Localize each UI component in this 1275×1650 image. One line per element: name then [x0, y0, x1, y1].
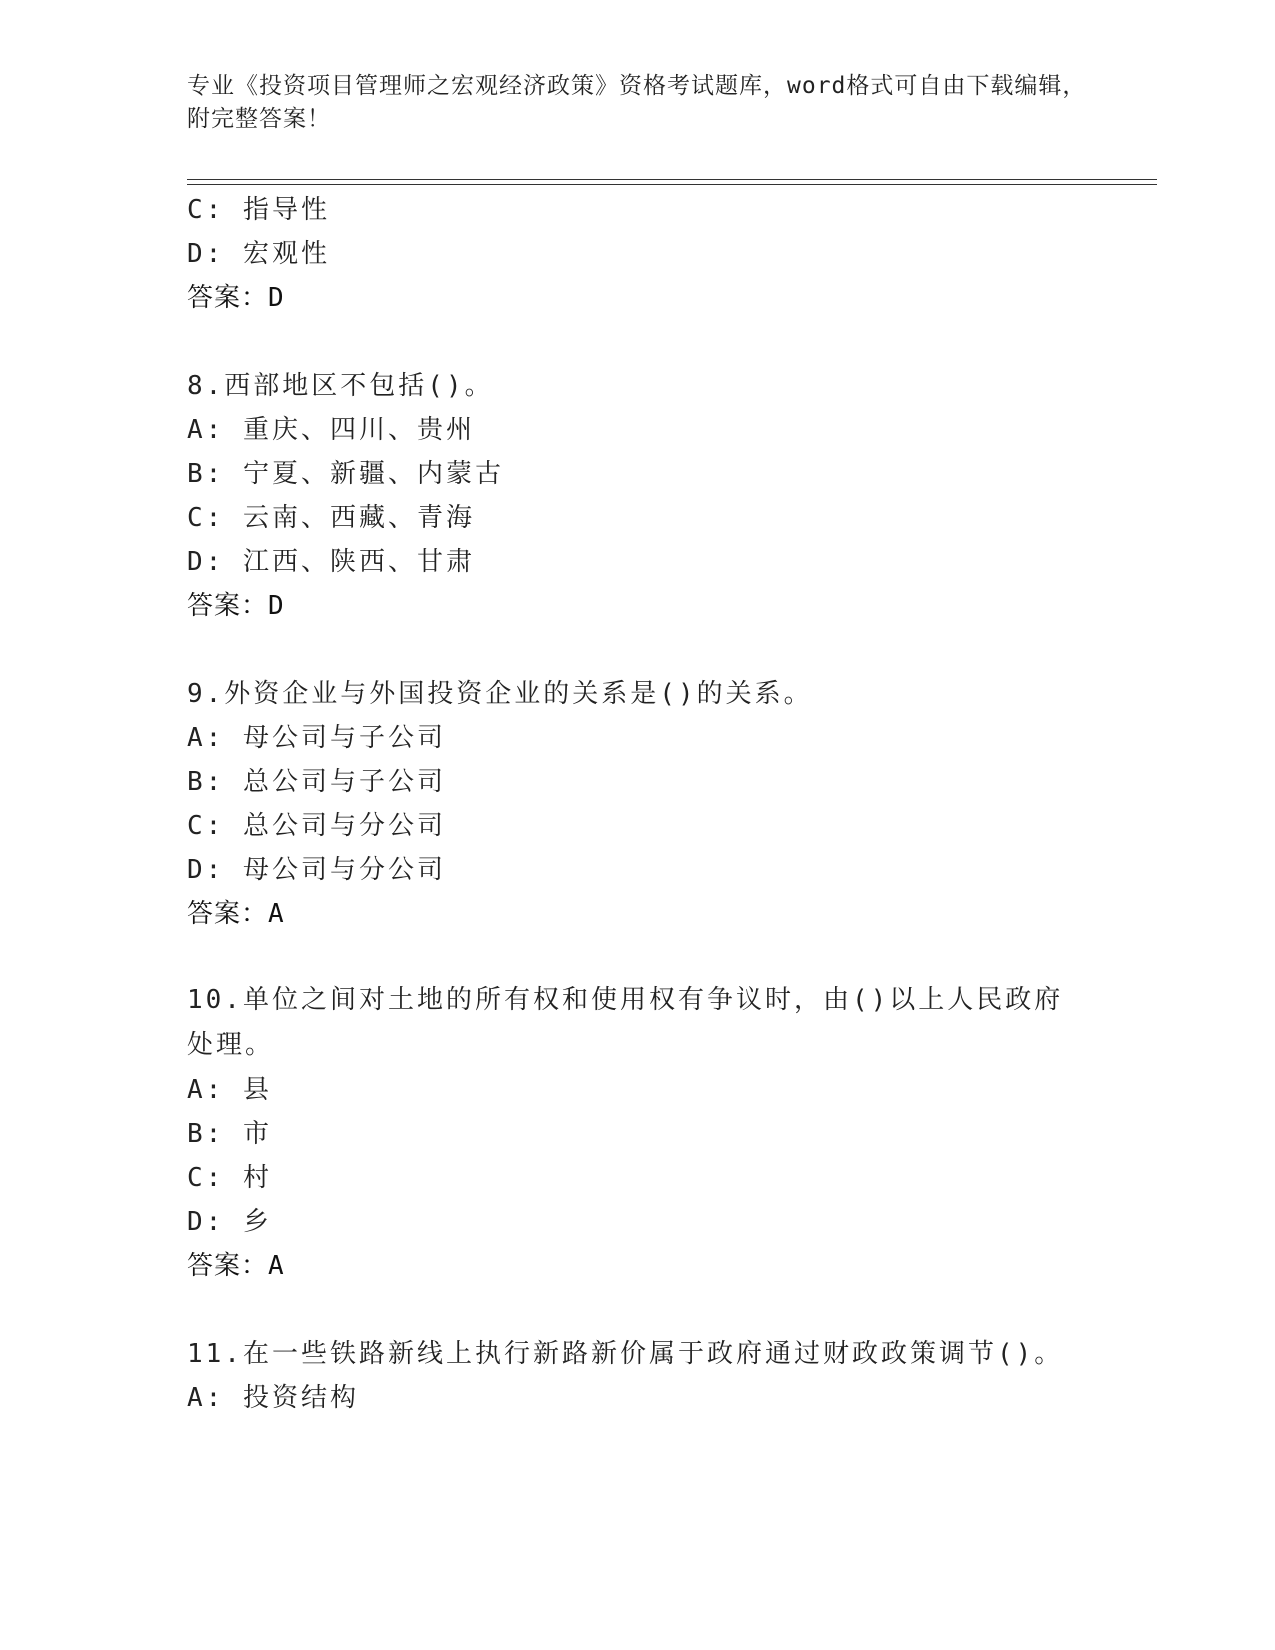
option-text: 市	[242, 1119, 272, 1149]
q8-question: 8.西部地区不包括()。	[187, 371, 494, 401]
q8-option-c	[187, 502, 475, 534]
q7-option-c	[187, 194, 330, 226]
option-label: C:	[187, 1163, 225, 1193]
q9-option-d	[187, 854, 446, 886]
page-header: 专业《投资项目管理师之宏观经济政策》资格考试题库，word格式可自由下载编辑，附完整答案！	[187, 73, 1087, 132]
q10-option-d	[187, 1206, 272, 1238]
option-text: 县	[242, 1075, 272, 1105]
option-label: A:	[187, 1075, 225, 1105]
option-label: D:	[187, 855, 225, 885]
option-text: 总公司与子公司	[242, 767, 446, 797]
header-divider-top	[187, 179, 1157, 180]
option-label: B:	[187, 459, 225, 489]
q10-option-a	[187, 1074, 272, 1106]
option-label: D:	[187, 1207, 225, 1237]
option-text: 宁夏、新疆、内蒙古	[242, 459, 504, 489]
option-text: 总公司与分公司	[242, 811, 446, 841]
answer-label: 答案：	[187, 1251, 269, 1281]
q10-option-b	[187, 1118, 272, 1150]
option-label: A:	[187, 415, 225, 445]
option-label: A:	[187, 1383, 225, 1413]
q9-option-a	[187, 722, 446, 754]
option-text: 重庆、四川、贵州	[242, 415, 475, 445]
option-label: A:	[187, 723, 225, 753]
option-label: C:	[187, 811, 225, 841]
option-text: 母公司与分公司	[242, 855, 446, 885]
option-label: D:	[187, 239, 225, 269]
q8-option-d	[187, 546, 475, 578]
q7-option-d	[187, 238, 330, 270]
option-text: 村	[242, 1163, 272, 1193]
option-text: 投资结构	[242, 1383, 359, 1413]
q10-answer	[187, 1250, 285, 1282]
answer-value: A	[268, 1251, 285, 1281]
answer-value: A	[268, 899, 285, 929]
answer-label: 答案：	[187, 899, 269, 929]
q8-option-b	[187, 458, 504, 490]
q9-answer	[187, 898, 285, 930]
q10-option-c	[187, 1162, 272, 1194]
answer-label: 答案：	[187, 591, 269, 621]
q9-question: 9.外资企业与外国投资企业的关系是()的关系。	[187, 679, 813, 709]
answer-label: 答案：	[187, 283, 269, 313]
option-text: 指导性	[242, 195, 330, 225]
q9-option-b	[187, 766, 446, 798]
q9-option-c	[187, 810, 446, 842]
option-label: B:	[187, 1119, 225, 1149]
q8-answer	[187, 590, 285, 622]
option-text: 母公司与子公司	[242, 723, 446, 753]
option-text: 云南、西藏、青海	[242, 503, 475, 533]
answer-value: D	[268, 283, 285, 313]
q11-option-a	[187, 1382, 359, 1414]
q8-option-a	[187, 414, 475, 446]
option-text: 宏观性	[242, 239, 330, 269]
q10-question: 10.单位之间对土地的所有权和使用权有争议时，由()以上人民政府处理。	[187, 985, 1064, 1060]
q7-answer	[187, 282, 285, 314]
answer-value: D	[268, 591, 285, 621]
option-label: D:	[187, 547, 225, 577]
option-label: B:	[187, 767, 225, 797]
option-text: 江西、陕西、甘肃	[242, 547, 475, 577]
header-divider-bottom	[187, 184, 1157, 185]
option-text: 乡	[242, 1207, 272, 1237]
q11-question: 11.在一些铁路新线上执行新路新价属于政府通过财政政策调节()。	[187, 1339, 1064, 1369]
option-label: C:	[187, 503, 225, 533]
option-label: C:	[187, 195, 225, 225]
